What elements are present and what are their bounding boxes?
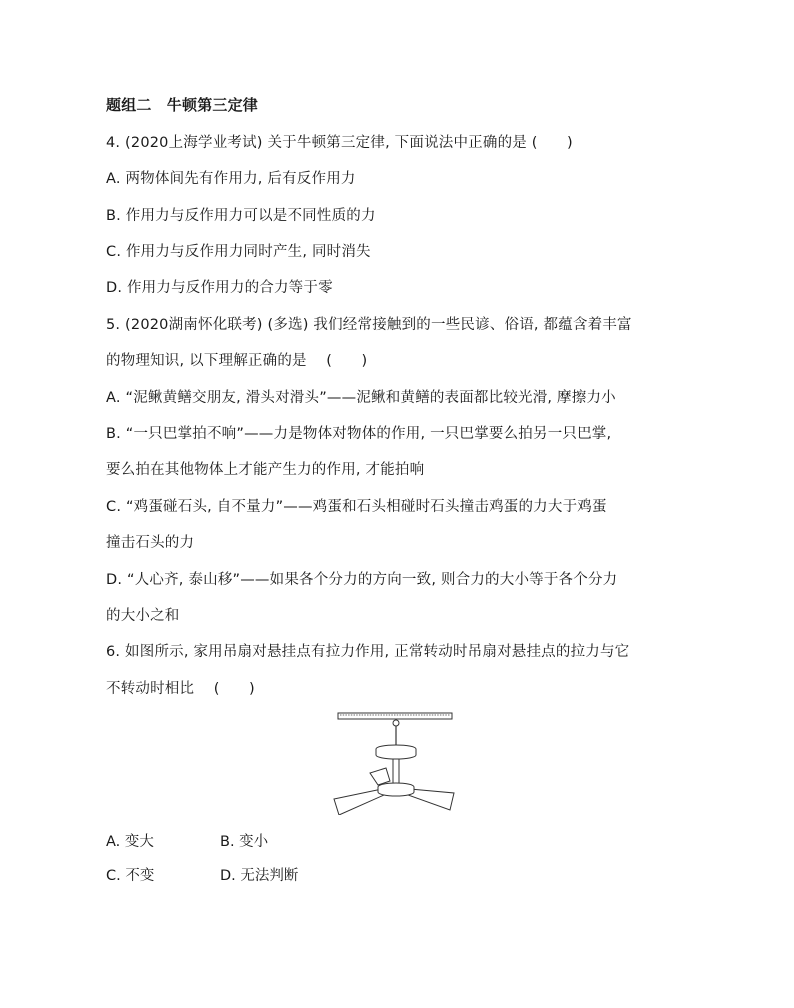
q4-option-b: B. 作用力与反作用力可以是不同性质的力 — [106, 208, 376, 224]
q6-option-d: D. 无法判断 — [220, 868, 299, 884]
q4-option-a: A. 两物体间先有作用力, 后有反作用力 — [106, 171, 356, 187]
q5-option-b-line2: 要么拍在其他物体上才能产生力的作用, 才能拍响 — [106, 462, 425, 478]
q5-option-d-line1: D. “人心齐, 泰山移”——如果各个分力的方向一致, 则合力的大小等于各个分力 — [106, 572, 618, 588]
ceiling-fan-figure — [330, 711, 456, 815]
q4-option-c: C. 作用力与反作用力同时产生, 同时消失 — [106, 244, 371, 260]
q5-option-c-line1: C. “鸡蛋碰石头, 自不量力”——鸡蛋和石头相碰时石头撞击鸡蛋的力大于鸡蛋 — [106, 499, 607, 515]
suspension-point — [393, 720, 399, 726]
q5-option-d-line2: 的大小之和 — [106, 608, 180, 624]
q6-option-a: A. 变大 — [106, 834, 154, 850]
q4-option-d: D. 作用力与反作用力的合力等于零 — [106, 280, 333, 296]
q6-stem-line2: 不转动时相比 ( ) — [106, 681, 255, 697]
q5-stem-line2: 的物理知识, 以下理解正确的是 ( ) — [106, 353, 368, 369]
q5-stem-line1: 5. (2020湖南怀化联考) (多选) 我们经常接触到的一些民谚、俗语, 都蕴含着丰富 — [106, 317, 632, 333]
section-heading: 题组二 牛顿第三定律 — [106, 96, 259, 114]
q5-option-b-line1: B. “一只巴掌拍不响”——力是物体对物体的作用, 一只巴掌要么拍另一只巴掌, — [106, 426, 612, 442]
q4-stem: 4. (2020上海学业考试) 关于牛顿第三定律, 下面说法中正确的是 ( ) — [106, 135, 573, 151]
q5-option-a: A. “泥鳅黄鳝交朋友, 滑头对滑头”——泥鳅和黄鳝的表面都比较光滑, 摩擦力小 — [106, 390, 616, 406]
q6-option-c: C. 不变 — [106, 868, 155, 884]
ceiling-bar — [338, 713, 452, 719]
q5-option-c-line2: 撞击石头的力 — [106, 535, 195, 551]
q6-option-b: B. 变小 — [220, 834, 269, 850]
q6-stem-line1: 6. 如图所示, 家用吊扇对悬挂点有拉力作用, 正常转动时吊扇对悬挂点的拉力与它 — [106, 644, 630, 660]
